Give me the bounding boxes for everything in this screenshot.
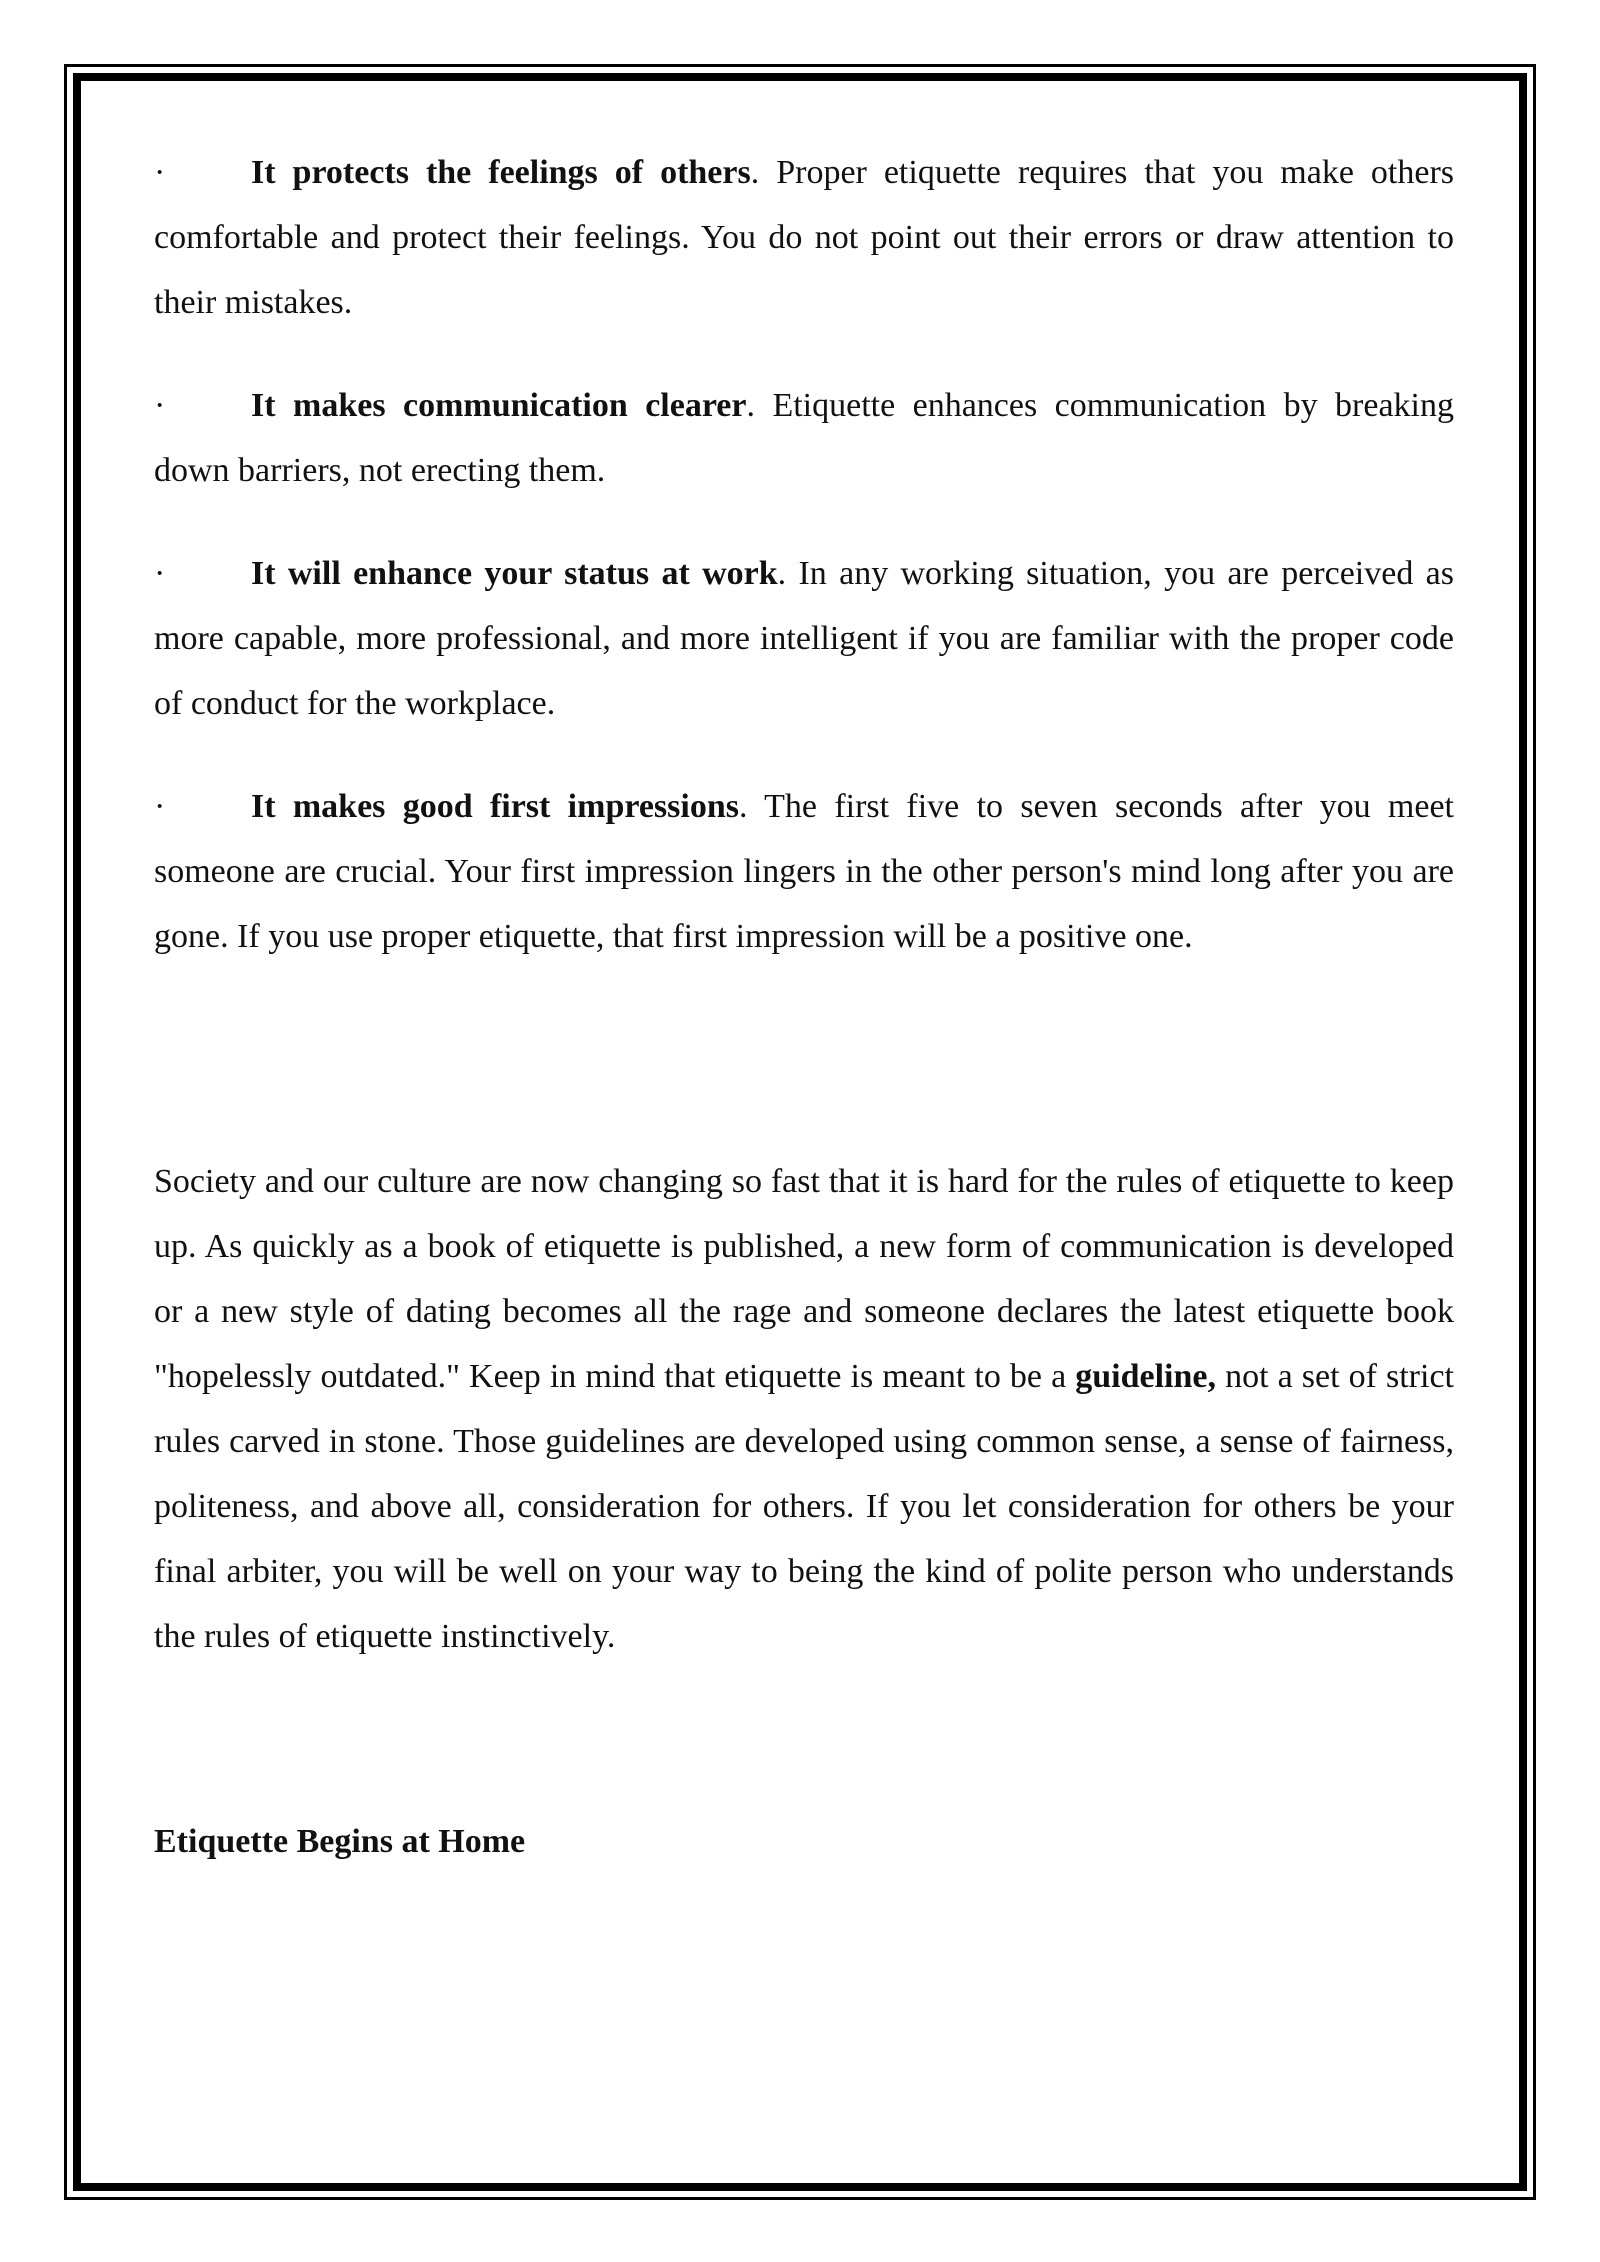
bullet-text: . Etiquette enhances communication by breaking down barriers, not erecting them.: [154, 387, 1454, 489]
bullet-item: [154, 373, 1454, 503]
bullet-text: . Proper etiquette requires that you make others comfortable and protect their feelings. You do not point out their errors or draw attention to their mistakes.: [154, 154, 1454, 321]
bullet-item: [154, 140, 1454, 335]
blank-space: [154, 1669, 1454, 1809]
paragraph-text-end: not a set of strict rules carved in stone. Those guidelines are developed using common sense, a sense of fairness, politeness, and above all, consideration for others. If you let consideration for others be your final arbiter, you will be well on your way to being the kind of polite person who understands the rules of etiquette instinctively.: [154, 1358, 1454, 1655]
bullet-mark: ·: [154, 788, 166, 825]
body-paragraph: [154, 1149, 1454, 1669]
blank-space: [154, 1007, 1454, 1149]
bullet-lead: It protects the feelings of others: [251, 154, 751, 191]
bullet-text: . In any working situation, you are perceived as more capable, more professional, and more intelligent if you are familiar with the proper code of conduct for the workplace.: [154, 555, 1454, 722]
bullet-lead: It will enhance your status at work: [251, 555, 778, 592]
bullet-lead: It makes communication clearer: [251, 387, 747, 424]
paragraph-text-start: Society and our culture are now changing so fast that it is hard for the rules of etiquette to keep up. As quickly as a book of etiquette is published, a new form of communication is developed or a new style of dating becomes all the rage and someone declares the latest etiquette book "hopelessly outdated." Keep in mind that etiquette is meant to be a: [154, 1163, 1454, 1395]
bullet-lead: It makes good first impressions: [251, 788, 739, 825]
paragraph-bold-term: guideline,: [1075, 1358, 1216, 1395]
document-body: [154, 140, 1454, 1874]
bullet-mark: ·: [154, 555, 166, 592]
bullet-text: . The first five to seven seconds after you meet someone are crucial. Your first impression lingers in the other person's mind long after you are gone. If you use proper etiquette, that first impression will be a positive one.: [154, 788, 1454, 955]
bullet-item: [154, 774, 1454, 969]
bullet-mark: ·: [154, 387, 166, 424]
bullet-mark: ·: [154, 154, 166, 191]
section-heading: Etiquette Begins at Home: [154, 1823, 526, 1860]
bullet-item: [154, 541, 1454, 736]
